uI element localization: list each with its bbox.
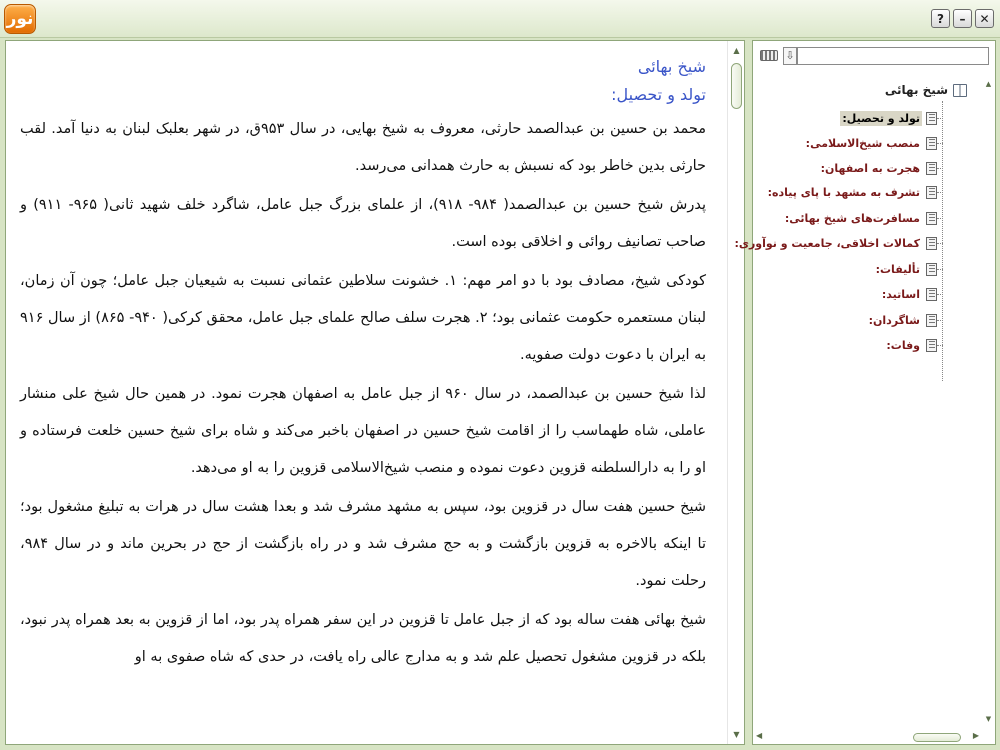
document-icon <box>926 212 937 225</box>
document-icon <box>926 162 937 175</box>
toc-item-label: تشرف به مشهد با پای پیاده: <box>767 185 920 199</box>
toc-item[interactable] <box>867 309 937 331</box>
toc-horizontal-scrollbar[interactable] <box>753 730 995 744</box>
scroll-down-arrow-icon[interactable]: ▼ <box>733 730 740 739</box>
scroll-left-arrow-icon[interactable]: ◀ <box>756 731 763 740</box>
keyboard-icon[interactable] <box>760 50 778 61</box>
document-icon <box>926 339 937 352</box>
help-button[interactable]: ? <box>931 9 950 28</box>
paragraph: لذا شیخ حسین بن عبدالصمد، در سال ۹۶۰ از جبل عامل به اصفهان هجرت نمود. در همین حال شیخ علی منشار عاملی، شاه طهماسب را از اقامت شیخ حسین در اصفهان باخبر می‌کند و شاه برای شیخ حسین خلعت فرستاده و او را به دارالسلطنه قزوین دعوت نموده و منصب شیخ‌الاسلامی قزوین را به او می‌دهد. <box>20 386 706 476</box>
search-input[interactable] <box>797 47 989 65</box>
document-icon <box>926 137 937 150</box>
paragraph: پدرش شیخ حسین بن عبدالصمد( ۹۸۴- ۹۱۸)، از علمای بزرگ جبل عامل، شاگرد خلف شهید ثانی( ۹۶۵- ۹۱۱) و صاحب تصانیف روائی و اخلاقی بوده است. <box>20 197 706 250</box>
paragraph: شیخ حسین هفت سال در قزوین بود، سپس به مشهد مشرف شد و بعدا هشت سال در هرات به تبلیغ مشغول بود؛ تا اینکه بالاخره به قزوین بازگشت و به حج مشرف شد و در راه بازگشت از حج در بحرین ماند و در سال ۹۸۴، رحلت نمود. <box>20 499 706 589</box>
toc-item-label: تولد و تحصیل: <box>842 111 920 125</box>
toc-vertical-scrollbar[interactable] <box>982 77 995 727</box>
tree-root[interactable] <box>885 83 967 97</box>
toc-tree <box>734 77 977 737</box>
document-panel <box>5 40 745 745</box>
title-bar <box>0 0 1000 38</box>
document-scrollbar[interactable] <box>727 41 744 744</box>
tree-root-label: شیخ بهائی <box>884 83 948 97</box>
toc-item-label: تألیفات: <box>875 262 920 276</box>
scroll-thumb[interactable] <box>731 63 742 109</box>
toc-item[interactable] <box>840 107 937 129</box>
toc-item-label: مسافرت‌های شیخ بهائی: <box>784 211 920 225</box>
toc-item[interactable] <box>819 157 937 179</box>
close-button[interactable]: ✕ <box>975 9 994 28</box>
table-of-contents-panel <box>734 40 996 745</box>
toc-item-label: منصب شیخ‌الاسلامی: <box>805 136 920 150</box>
scroll-right-arrow-icon[interactable]: ▶ <box>972 731 979 740</box>
section-title: تولد و تحصیل: <box>611 85 706 104</box>
toc-search-row <box>757 46 993 66</box>
toc-item[interactable] <box>884 334 937 356</box>
document-title: شیخ بهائی <box>637 57 706 76</box>
toc-item[interactable] <box>804 132 937 154</box>
toc-item-label: شاگردان: <box>868 313 920 327</box>
toc-item[interactable] <box>874 258 937 280</box>
toc-item[interactable] <box>880 283 937 305</box>
search-go-icon[interactable]: ⇩ <box>783 47 797 65</box>
toc-item-label: وفات: <box>886 338 920 352</box>
book-icon <box>953 84 967 97</box>
document-icon <box>926 288 937 301</box>
document-icon <box>926 237 937 250</box>
scroll-up-arrow-icon[interactable]: ▲ <box>733 46 740 55</box>
scroll-up-arrow-icon[interactable]: ▲ <box>985 80 992 88</box>
paragraph: شیخ بهائی هفت ساله بود که از جبل عامل تا قزوین در این سفر همراه پدر بود، اما از قزوین به بعد همراه پدر نبود، بلکه در قزوین مشغول تحصیل علم شد و به مدارج عالی راه یافت، در حدی که شاه صفوی به او <box>20 612 706 665</box>
document-icon <box>926 314 937 327</box>
app-logo-icon[interactable]: نور <box>4 4 36 34</box>
toc-item[interactable] <box>766 181 937 203</box>
document-icon <box>926 186 937 199</box>
toc-item[interactable] <box>732 232 937 254</box>
document-icon <box>926 112 937 125</box>
paragraph: کودکی شیخ، مصادف بود با دو امر مهم: ۱. خشونت سلاطین عثمانی نسبت به شیعیان جبل عامل؛ چون آن زمان، لبنان مستعمره حکومت عثمانی بود؛ ۲. هجرت سلف صالح علمای جبل عامل، محقق کرکی( ۹۴۰- ۸۶۵) از سال ۹۱۶ به ایران با دعوت دولت صفویه. <box>20 273 707 363</box>
toc-item-label: هجرت به اصفهان: <box>820 161 920 175</box>
paragraph: محمد بن حسین بن عبدالصمد حارثی، معروف به شیخ بهایی، در سال ۹۵۳ق، در شهر بعلبک لبنان به دنیا آمد. لقب حارثی بدین خاطر بود که نسبش به حارث همدانی می‌رسد. <box>20 121 706 174</box>
toc-item-label: کمالات اخلاقی، جامعیت و نوآوری: <box>734 236 920 250</box>
scroll-down-arrow-icon[interactable]: ▼ <box>985 715 992 723</box>
minimize-button[interactable]: – <box>953 9 972 28</box>
toc-item-label: اساتید: <box>881 287 920 301</box>
document-icon <box>926 263 937 276</box>
document-text-area[interactable] <box>6 41 728 744</box>
horizontal-scroll-thumb[interactable] <box>913 733 961 742</box>
window-controls <box>931 9 994 28</box>
toc-item[interactable] <box>783 207 937 229</box>
